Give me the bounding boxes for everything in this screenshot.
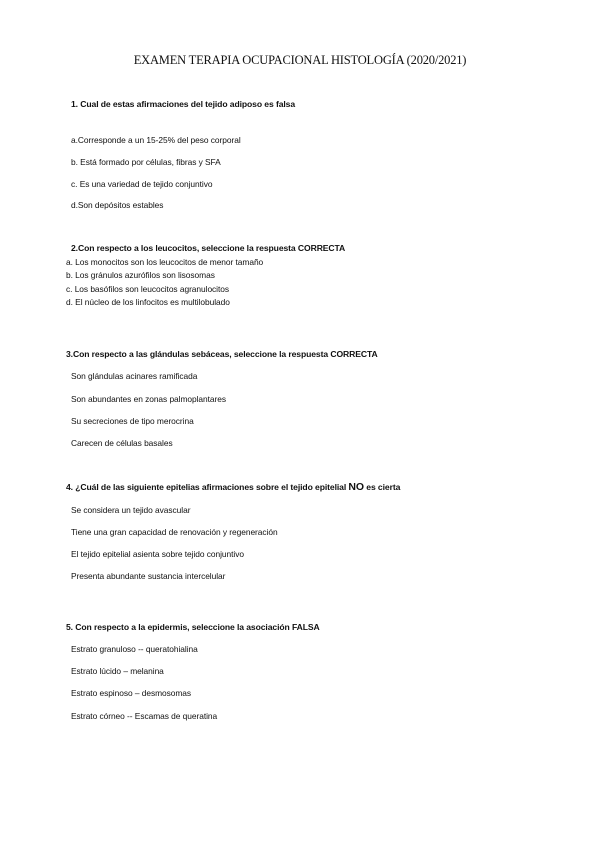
- question-3-prompt: 3.Con respecto a las glándulas sebáceas, seleccione la respuesta CORRECTA: [66, 349, 378, 359]
- question-3-option-2: Son abundantes en zonas palmoplantares: [71, 394, 227, 404]
- question-5-option-3: Estrato espinoso – desmosomas: [71, 688, 192, 698]
- question-3-option-3: Su secreciones de tipo merocrina: [71, 416, 194, 426]
- question-5-option-2: Estrato lúcido – melanina: [71, 666, 164, 676]
- question-4-option-4: Presenta abundante sustancia intercelular: [71, 571, 226, 581]
- question-4-option-2: Tiene una gran capacidad de renovación y regeneración: [71, 527, 278, 537]
- question-1-prompt: 1. Cual de estas afirmaciones del tejido adiposo es falsa: [71, 99, 296, 109]
- question-5-option-1: Estrato granuloso -- queratohialina: [71, 644, 198, 654]
- question-4-prompt: [66, 481, 400, 493]
- question-1-option-c: c. Es una variedad de tejido conjuntivo: [71, 179, 213, 189]
- question-4-prompt-text: 4. ¿Cuál de las siguiente epitelias afirmaciones sobre el tejido epitelial: [66, 482, 347, 492]
- question-1-option-b: b. Está formado por células, fibras y SFA: [71, 157, 221, 167]
- question-3-option-1: Son glándulas acinares ramificada: [71, 371, 198, 381]
- question-2-option-a: a. Los monocitos son los leucocitos de menor tamaño: [66, 257, 264, 267]
- question-2-option-d: d. El núcleo de los linfocitos es multilobulado: [66, 297, 230, 307]
- question-3-option-4: Carecen de células basales: [71, 438, 173, 448]
- question-5-option-4: Estrato córneo -- Escamas de queratina: [71, 711, 218, 721]
- exam-title: EXAMEN TERAPIA OCUPACIONAL HISTOLOGÍA (2020/2021): [133, 53, 467, 67]
- question-4-prompt-emphasis: NO: [348, 481, 364, 493]
- question-5-prompt: 5. Con respecto a la epidermis, seleccione la asociación FALSA: [66, 622, 320, 632]
- question-2-option-c: c. Los basófilos son leucocitos agranulocitos: [66, 284, 230, 294]
- question-2-prompt: 2.Con respecto a los leucocitos, seleccione la respuesta CORRECTA: [71, 243, 346, 253]
- question-4-option-3: El tejido epitelial asienta sobre tejido conjuntivo: [71, 549, 244, 559]
- question-4-prompt-tail: es cierta: [366, 482, 401, 492]
- question-4-option-1: Se considera un tejido avascular: [71, 505, 191, 515]
- question-2-option-b: b. Los gránulos azurófilos son lisosomas: [66, 270, 215, 280]
- question-1-option-a: a.Corresponde a un 15-25% del peso corporal: [71, 135, 241, 145]
- question-1-option-d: d.Son depósitos estables: [71, 200, 164, 210]
